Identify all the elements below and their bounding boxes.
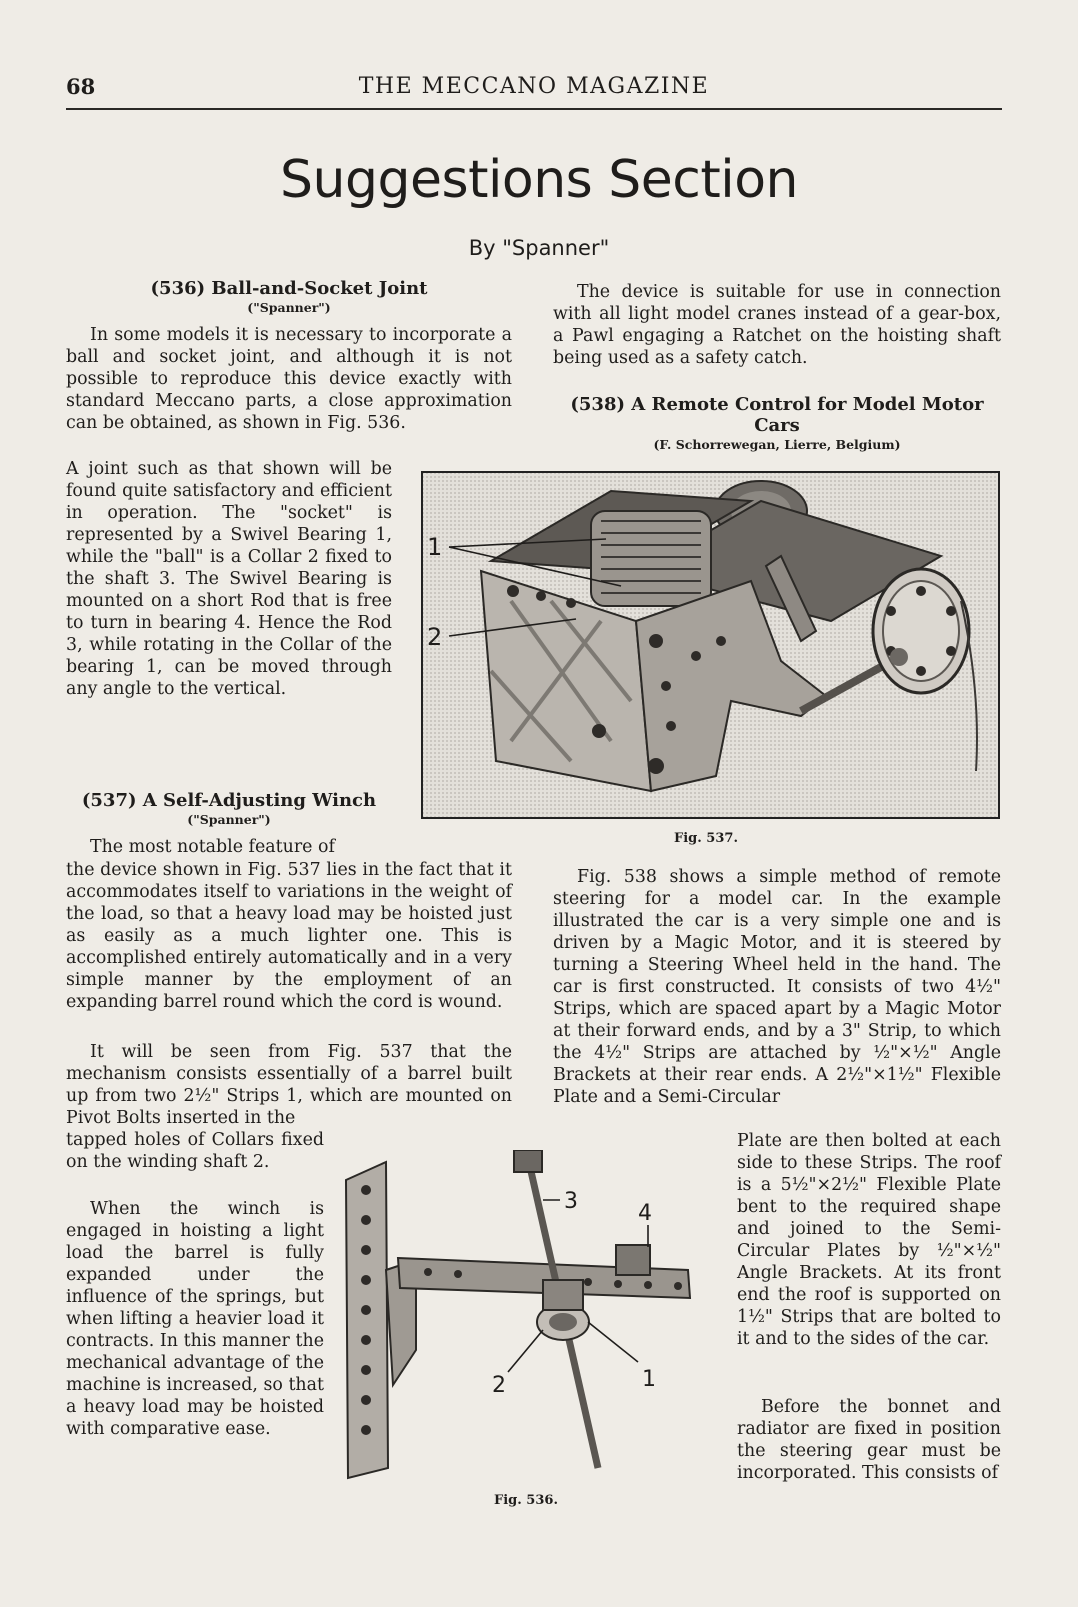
figure-536 [338,1150,718,1490]
section-536-para2: A joint such as that shown will be found quite satisfactory and efficient in operation. The "socket" is represented by a Swivel Bearing 1, while the "ball" is a Collar 2 fixed to the shaft 3. The Swivel Bearing is mounted on a short Rod that is free to turn in bearing 4. Hence the Rod 3, while rotating in the Collar of the bearing 1, can be moved through any angle to the vertical. [66,459,392,699]
figure-536-label-3: 3 [564,1189,578,1214]
section-536-credit: ("Spanner") [247,300,331,315]
section-537-heading-block [66,790,392,829]
figure-537-caption: Fig. 537. [674,831,738,846]
section-538-heading: (538) A Remote Control for Model Motor Cars [570,394,984,436]
byline: By "Spanner" [468,236,610,260]
figure-536-label-1: 1 [642,1367,656,1392]
figure-536-label-2: 2 [492,1373,506,1398]
figure-537-label-1: 1 [427,533,443,561]
section-537-para-right: The device is suitable for use in connection with all light model cranes instead of a gear-box, a Pawl engaging a Ratchet on the hoisting shaft being used as a safety catch. [553,282,1001,368]
section-537-para1: the device shown in Fig. 537 lies in the fact that it accommodates itself to variations in the weight of the load, so that a heavy load may be hoisted just as easily as a much lighter one. This is accomplished entirely automatically and in a very simple manner by the employment of an expanding barrel round which the cord is wound. [66,860,512,1012]
section-537-para1-lead: The most notable feature of [90,837,335,857]
section-536-para1: In some models it is necessary to incorporate a ball and socket joint, and although it is not possible to reproduce this device exactly with standard Meccano parts, a close approximation can be obtained, as shown in Fig. 536. [66,325,512,433]
section-title: Suggestions Section [280,150,798,210]
section-537-para2: It will be seen from Fig. 537 that the mechanism consists essentially of a barrel built up from two 2½" Strips 1, which are mounted on Pivot Bolts inserted in the [66,1042,512,1128]
ball-socket-illustration [338,1150,718,1490]
magazine-title: THE MECCANO MAGAZINE [358,74,710,99]
section-538-heading-block [553,394,1001,454]
section-538-para2: Before the bonnet and radiator are fixed in position the steering gear must be incorporated. This consists of [737,1397,1001,1483]
section-538-credit: (F. Schorrewegan, Lierre, Belgium) [653,437,901,452]
section-537-para3: When the winch is engaged in hoisting a light load the barrel is fully expanded under the influence of the springs, but when lifting a heavier load it contracts. In this manner the mechanical advantage of the machine is increased, so that a heavy load may be hoisted with comparative ease. [66,1199,324,1439]
page-number: 68 [66,74,96,99]
section-536-heading-block [66,278,512,317]
section-537-para2-cont: tapped holes of Collars fixed on the winding shaft 2. [66,1130,324,1172]
figure-536-caption: Fig. 536. [494,1493,558,1508]
section-537-heading: (537) A Self-Adjusting Winch [81,790,377,811]
section-538-para1-cont: Plate are then bolted at each side to these Strips. The roof is a 5½"×2½" Flexible Plate bent to the required shape and joined to the Semi-Circular Plates by ½"×½" Angle Brackets. At its front end the roof is supported on 1½" Strips that are bolted to it and to the sides of the car. [737,1131,1001,1349]
figure-537 [421,471,1000,819]
figure-536-label-4: 4 [638,1201,652,1226]
figure-537-label-2: 2 [427,623,443,651]
winch-illustration [421,471,1000,819]
running-head [66,74,1002,110]
section-538-para1: Fig. 538 shows a simple method of remote steering for a model car. In the example illustrated the car is a very simple one and is driven by a Magic Motor, and it is steered by turning a Steering Wheel held in the hand. The car is first constructed. It consists of two 4½" Strips, which are spaced apart by a Magic Motor at their forward ends, and by a 3" Strip, to which the 4½" Strips are attached by ½"×½" Angle Brackets at their rear ends. A 2½"×1½" Flexible Plate and a Semi-Circular [553,867,1001,1107]
section-536-heading: (536) Ball-and-Socket Joint [150,278,428,299]
section-537-credit: ("Spanner") [187,812,271,827]
